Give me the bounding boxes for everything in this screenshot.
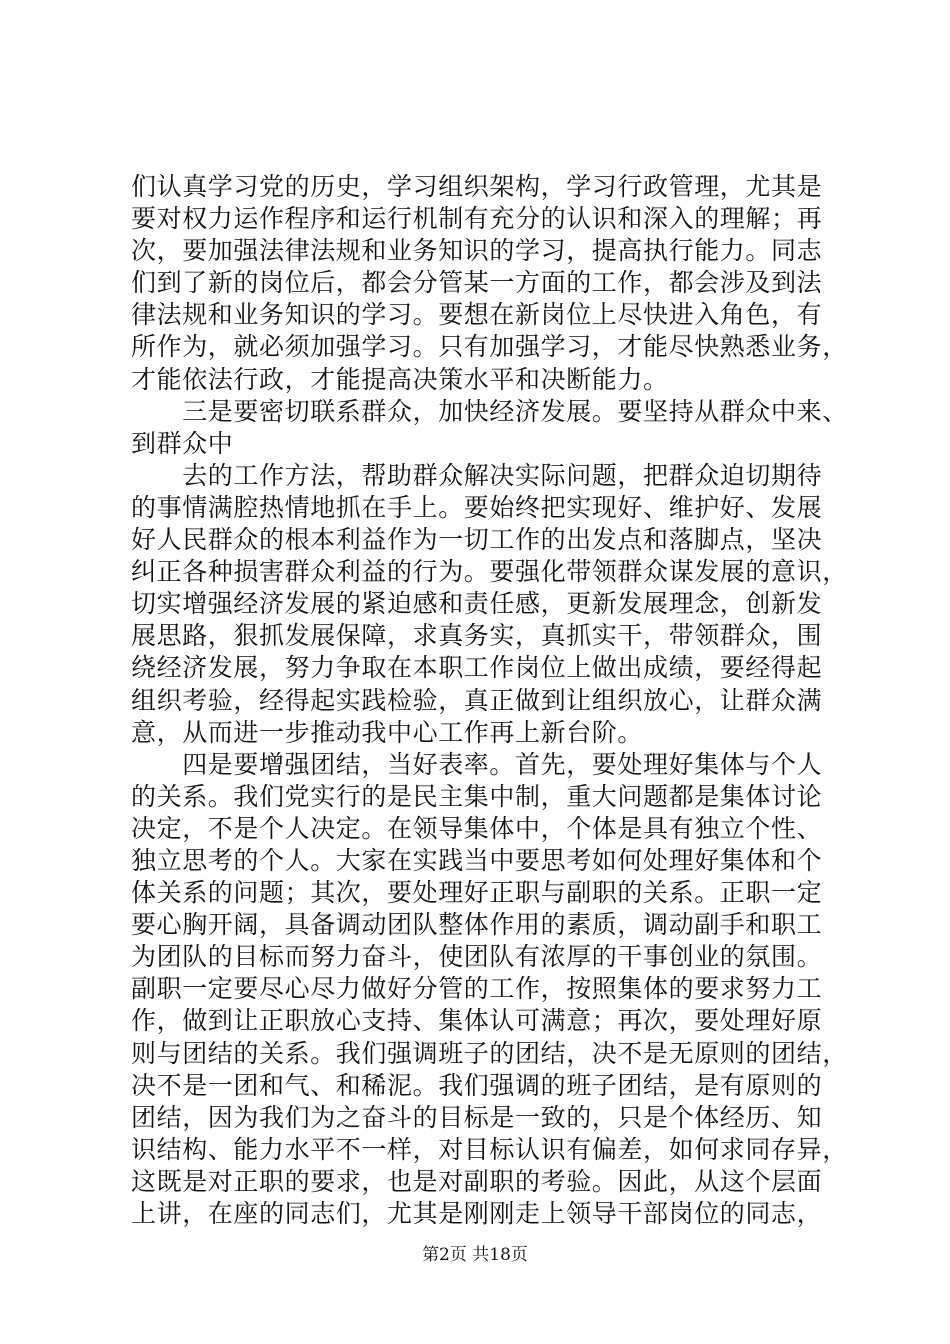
text-line: 识结构、能力水平不一样，对目标认识有偏差，如何求同存异， — [131, 1134, 848, 1164]
text-line: 四是要增强团结，当好表率。首先，要处理好集体与个人 — [131, 749, 823, 779]
text-line: 的事情满腔热情地抓在手上。要始终把实现好、维护好、发展 — [131, 492, 823, 522]
text-line: 展思路，狠抓发展保障，求真务实，真抓实干，带领群众，围 — [131, 621, 823, 651]
text-line: 好人民群众的根本利益作为一切工作的出发点和落脚点，坚决 — [131, 525, 823, 555]
text-line: 组织考验，经得起实践检验，真正做到让组织放心，让群众满 — [131, 685, 823, 715]
text-line: 副职一定要尽心尽力做好分管的工作，按照集体的要求努力工 — [131, 974, 823, 1004]
text-line: 所作为，就必须加强学习。只有加强学习，才能尽快熟悉业务， — [131, 332, 848, 362]
text-line: 去的工作方法，帮助群众解决实际问题，把群众迫切期待 — [131, 460, 823, 490]
text-line: 这既是对正职的要求，也是对副职的考验。因此，从这个层面 — [131, 1166, 823, 1196]
text-line: 绕经济发展，努力争取在本职工作岗位上做出成绩，要经得起 — [131, 653, 823, 683]
text-line: 意，从而进一步推动我中心工作再上新台阶。 — [131, 717, 644, 747]
text-line: 决定，不是个人决定。在领导集体中，个体是具有独立个性、 — [131, 813, 823, 843]
page-footer: 第2页 共18页 — [422, 1245, 528, 1265]
text-line: 团结，因为我们为之奋斗的目标是一致的，只是个体经历、知 — [131, 1102, 823, 1132]
text-line: 们到了新的岗位后，都会分管某一方面的工作，都会涉及到法 — [131, 268, 823, 298]
text-line: 体关系的问题；其次，要处理好正职与副职的关系。正职一定 — [131, 878, 823, 908]
text-line: 到群众中 — [131, 428, 234, 458]
text-line: 则与团结的关系。我们强调班子的团结，决不是无原则的团结， — [131, 1038, 848, 1068]
body-text — [131, 171, 851, 1230]
text-line: 的关系。我们党实行的是民主集中制，重大问题都是集体讨论 — [131, 781, 823, 811]
text-line: 们认真学习党的历史，学习组织架构，学习行政管理，尤其是 — [131, 172, 823, 201]
text-line: 上讲，在座的同志们，尤其是刚刚走上领导干部岗位的同志， — [131, 1199, 823, 1228]
text-line: 要对权力运作程序和运行机制有充分的认识和深入的理解；再 — [131, 204, 823, 234]
text-line: 决不是一团和气、和稀泥。我们强调的班子团结，是有原则的 — [131, 1070, 823, 1100]
text-line: 才能依法行政，才能提高决策水平和决断能力。 — [131, 364, 669, 394]
text-line: 次，要加强法律法规和业务知识的学习，提高执行能力。同志 — [131, 236, 823, 266]
text-line: 纠正各种损害群众利益的行为。要强化带领群众谋发展的意识， — [131, 557, 848, 587]
text-line: 要心胸开阔，具备调动团队整体作用的素质，调动副手和职工 — [131, 910, 823, 940]
text-line: 三是要密切联系群众，加快经济发展。要坚持从群众中来、 — [131, 396, 848, 426]
text-line: 为团队的目标而努力奋斗，使团队有浓厚的干事创业的氛围。 — [131, 942, 823, 972]
text-line: 切实增强经济发展的紧迫感和责任感，更新发展理念，创新发 — [131, 589, 823, 619]
text-line: 律法规和业务知识的学习。要想在新岗位上尽快进入角色，有 — [131, 300, 823, 330]
text-line: 独立思考的个人。大家在实践当中要思考如何处理好集体和个 — [131, 845, 823, 875]
text-line: 作，做到让正职放心支持、集体认可满意；再次，要处理好原 — [131, 1006, 823, 1036]
